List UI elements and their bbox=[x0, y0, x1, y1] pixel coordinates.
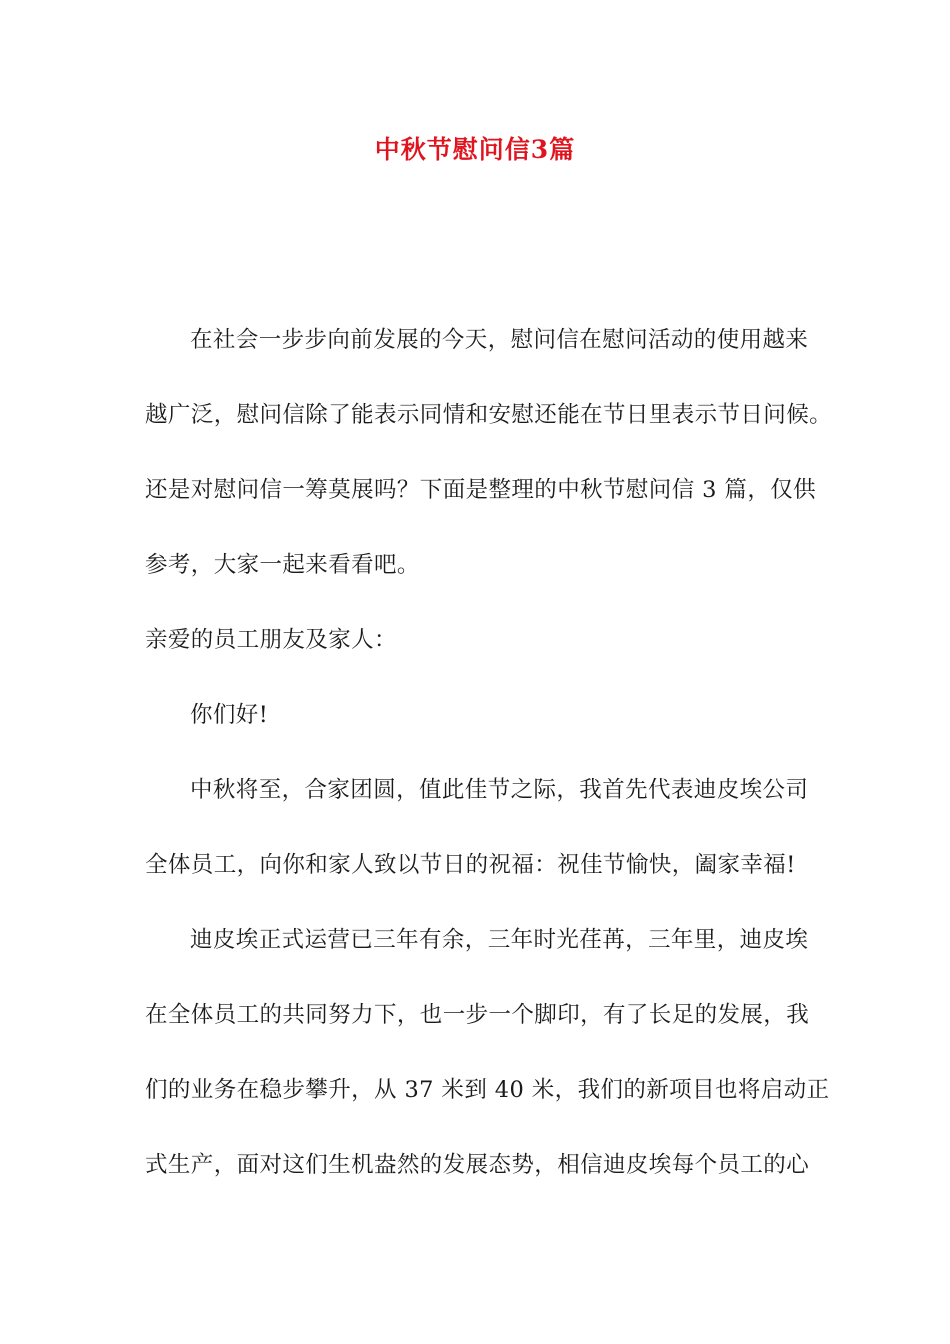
paragraph-line: 还是对慰问信一筹莫展吗？下面是整理的中秋节慰问信 3 篇，仅供 bbox=[145, 477, 817, 503]
paragraph-line: 参考，大家一起来看看吧。 bbox=[145, 552, 420, 578]
salutation-line: 亲爱的员工朋友及家人： bbox=[145, 627, 397, 653]
paragraph-line: 全体员工，向你和家人致以节日的祝福：祝佳节愉快，阖家幸福! bbox=[145, 852, 796, 878]
paragraph-line: 式生产，面对这们生机盎然的发展态势，相信迪皮埃每个员工的心 bbox=[145, 1152, 810, 1178]
paragraph-line: 们的业务在稳步攀升，从 37 米到 40 米，我们的新项目也将启动正 bbox=[145, 1077, 830, 1103]
paragraph-line: 中秋将至，合家团圆，值此佳节之际，我首先代表迪皮埃公司 bbox=[190, 777, 809, 803]
paragraph-line: 迪皮埃正式运营已三年有余，三年时光荏苒，三年里，迪皮埃 bbox=[190, 927, 809, 953]
greeting-line: 你们好! bbox=[190, 702, 269, 728]
paragraph-line: 在社会一步步向前发展的今天，慰问信在慰问活动的使用越来 bbox=[190, 327, 809, 353]
paragraph-line: 越广泛，慰问信除了能表示同情和安慰还能在节日里表示节日问候。 bbox=[145, 402, 833, 428]
document-title: 中秋节慰问信3篇 bbox=[374, 135, 576, 164]
paragraph-line: 在全体员工的共同努力下，也一步一个脚印，有了长足的发展，我 bbox=[145, 1002, 810, 1028]
